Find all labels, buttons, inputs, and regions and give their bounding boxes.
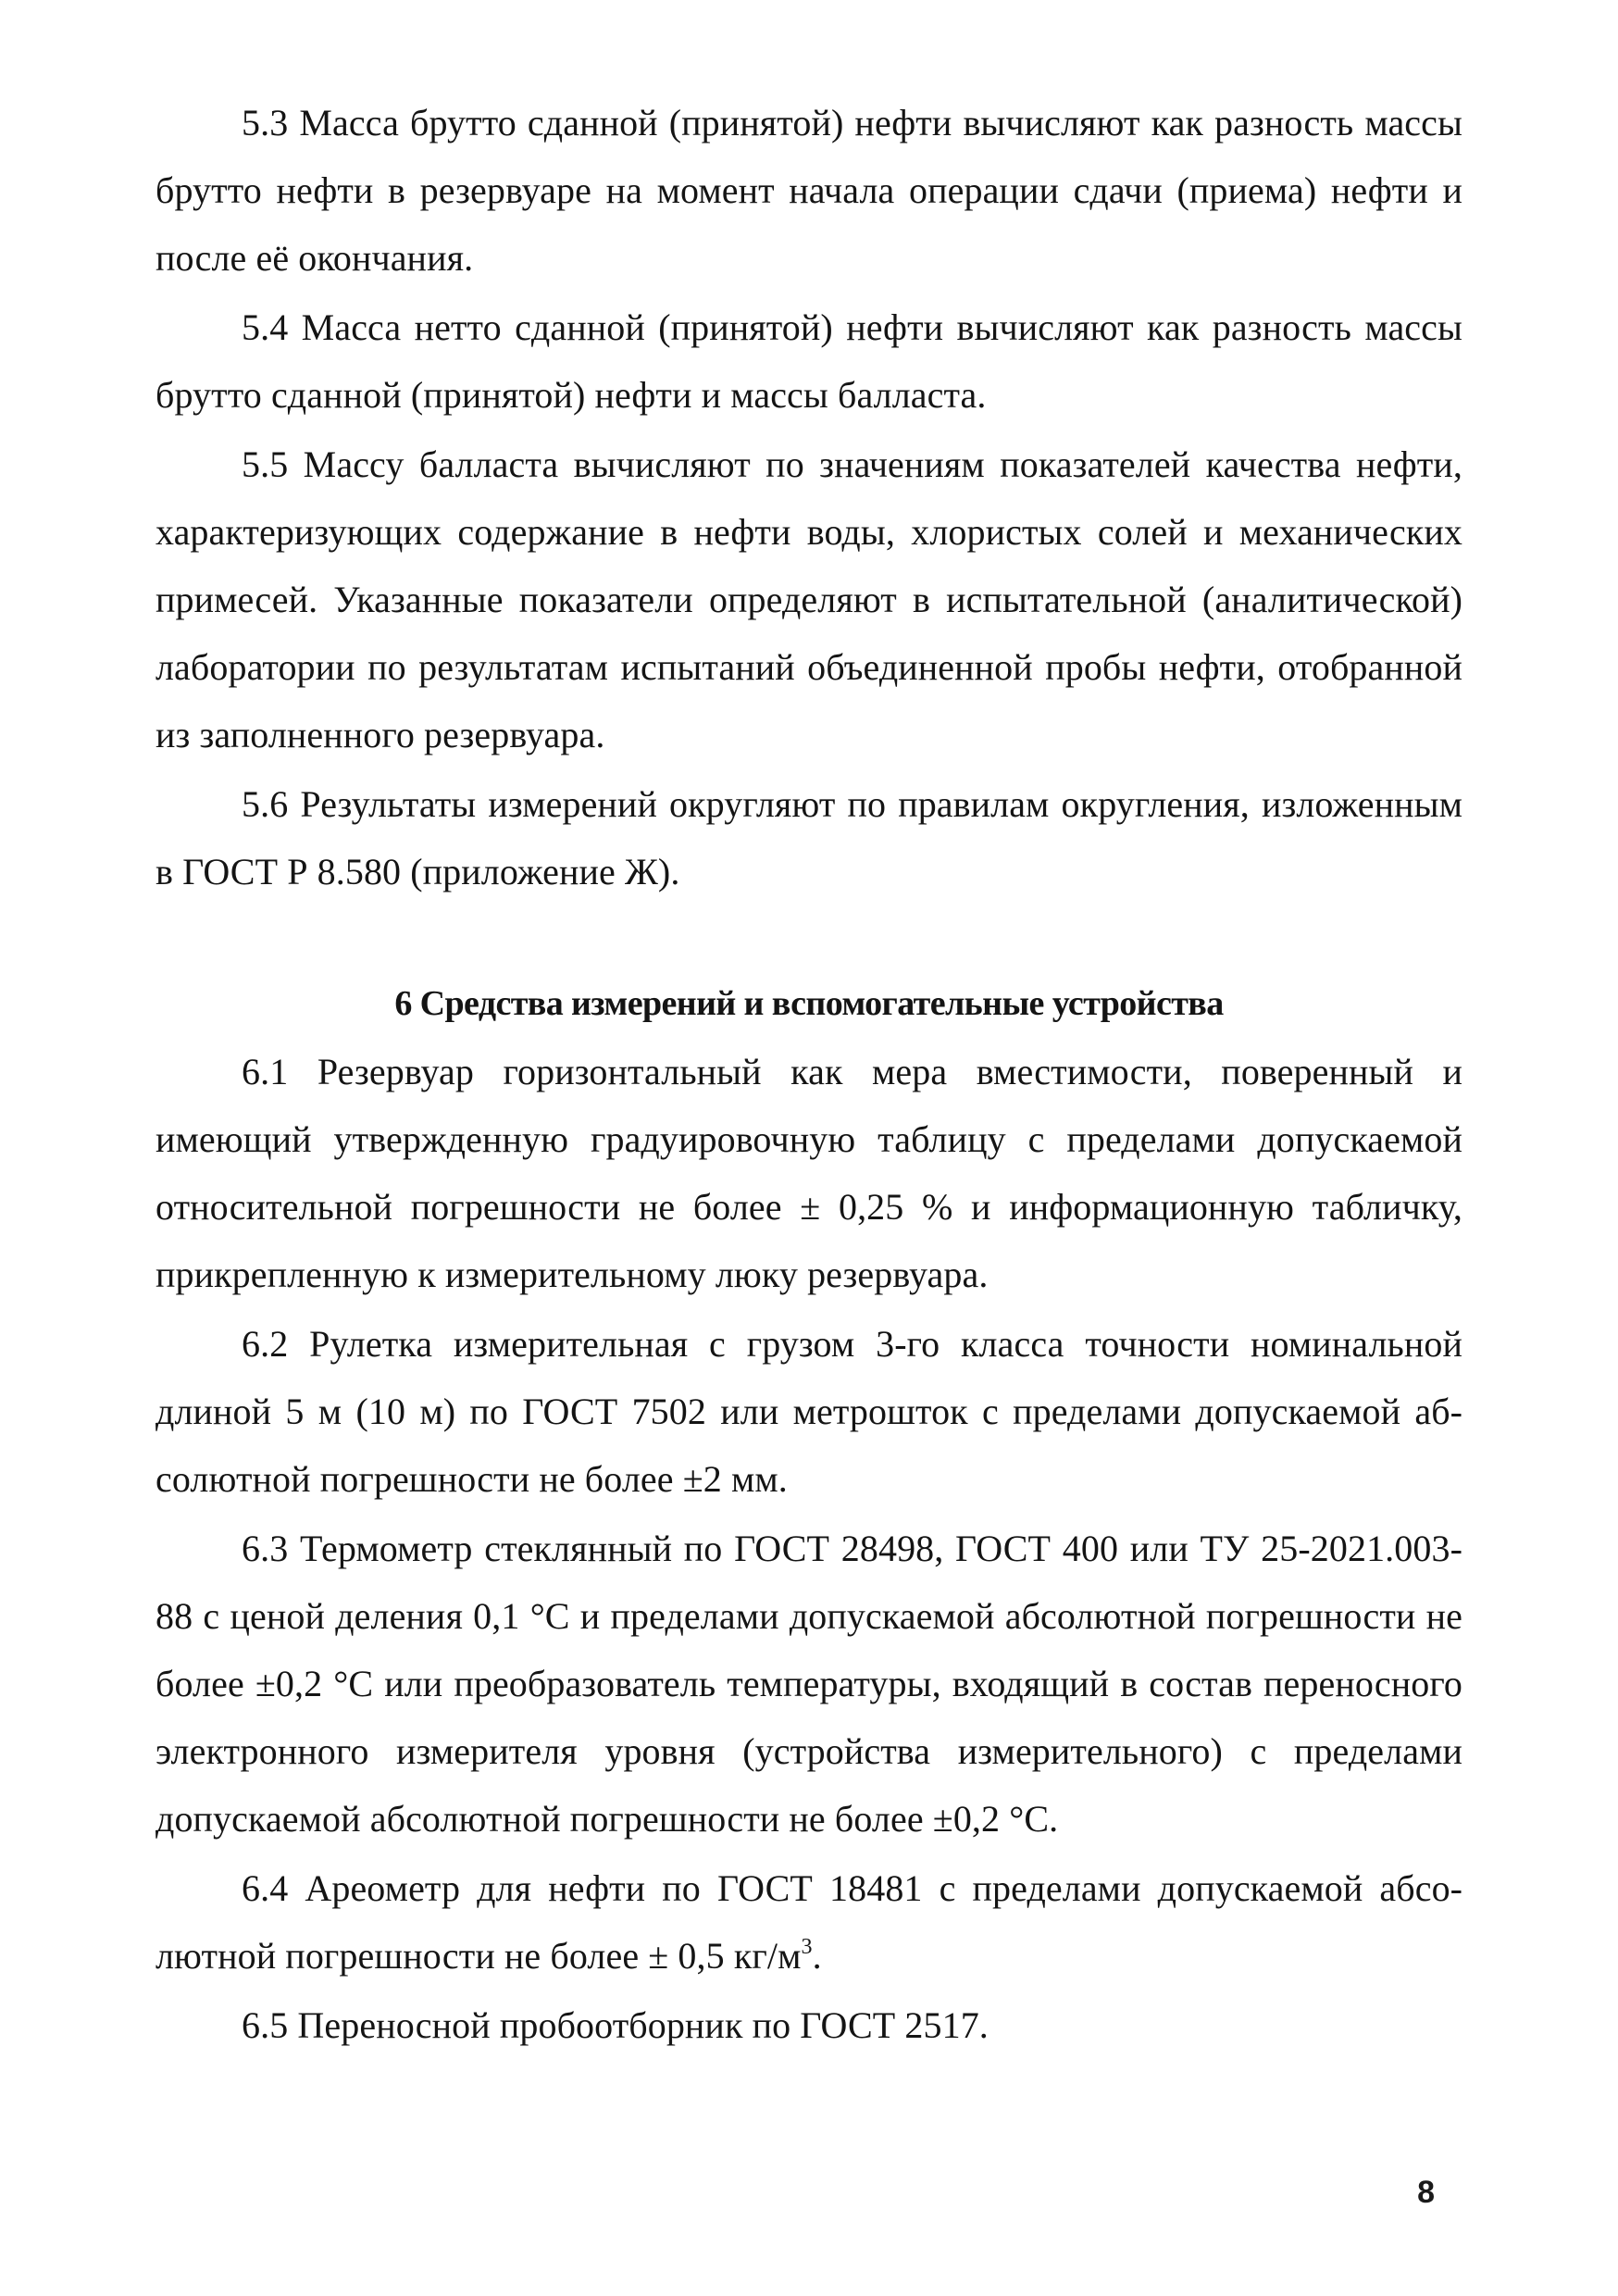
paragraph-6-1: 6.1 Резервуар горизонтальный как мера вместимости, поверенный и имеющий утвержденную градуировочную таблицу с пределами допускаемой относительной погрешности не более ± 0,25 % и информационную табличку, прикрепленную к измерительному люку резервуара. bbox=[156, 1051, 1462, 1295]
paragraph-6-4-ending: . bbox=[812, 1935, 822, 1977]
paragraph-5-6: 5.6 Результаты измерений округляют по правилам округления, изложенным в ГОСТ Р 8.580 (приложение Ж). bbox=[156, 783, 1462, 892]
paragraph-5-3: 5.3 Масса брутто сданной (принятой) нефти вычисляют как разность массы брутто нефти в резервуаре на момент начала операции сдачи (приема) нефти и после её окончания. bbox=[156, 102, 1462, 279]
page-body bbox=[156, 89, 1462, 2059]
paragraph-6-4 bbox=[156, 1854, 1462, 1990]
paragraph-5-5: 5.5 Массу балласта вычисляют по значениям показателей качества нефти, характеризующих содержание в нефти воды, хлористых солей и механических примесей. Указанные показатели определяют в испытательной (аналитической) лаборатории по результатам испытаний объединенной пробы нефти, отобранной из заполненного резервуара. bbox=[156, 443, 1462, 755]
section-6-heading: 6 Средства измерений и вспомогательные устройства bbox=[394, 984, 1224, 1023]
paragraph-6-3: 6.3 Термометр стеклянный по ГОСТ 28498, ГОСТ 400 или ТУ 25-2021.003-88 с ценой деления 0,1 °С и пределами допускаемой абсолютной погрешности не более ±0,2 °С или преобразователь температуры, входящий в состав переносного электронного измерителя уровня (устройства измерительного) с пределами допускаемой абсолютной погрешности не более ±0,2 °С. bbox=[156, 1528, 1462, 1840]
paragraph-6-2: 6.2 Рулетка измерительная с грузом 3-го класса точности номинальной длиной 5 м (10 м) по ГОСТ 7502 или метрошток с пределами допускаемой абсолютной погрешности не более ±2 мм. bbox=[156, 1323, 1462, 1500]
section-spacer bbox=[156, 905, 1462, 970]
paragraph-6-4-text: 6.4 Ареометр для нефти по ГОСТ 18481 с пределами допускаемой абсолютной погрешности не более ± 0,5 кг/м bbox=[156, 1867, 1462, 1977]
superscript-cubed: 3 bbox=[801, 1934, 813, 1959]
paragraph-5-4: 5.4 Масса нетто сданной (принятой) нефти вычисляют как разность массы брутто сданной (принятой) нефти и массы балласта. bbox=[156, 306, 1462, 416]
page-number: 8 bbox=[1417, 2175, 1435, 2210]
paragraph-6-5: 6.5 Переносной пробоотборник по ГОСТ 2517. bbox=[242, 2004, 989, 2046]
